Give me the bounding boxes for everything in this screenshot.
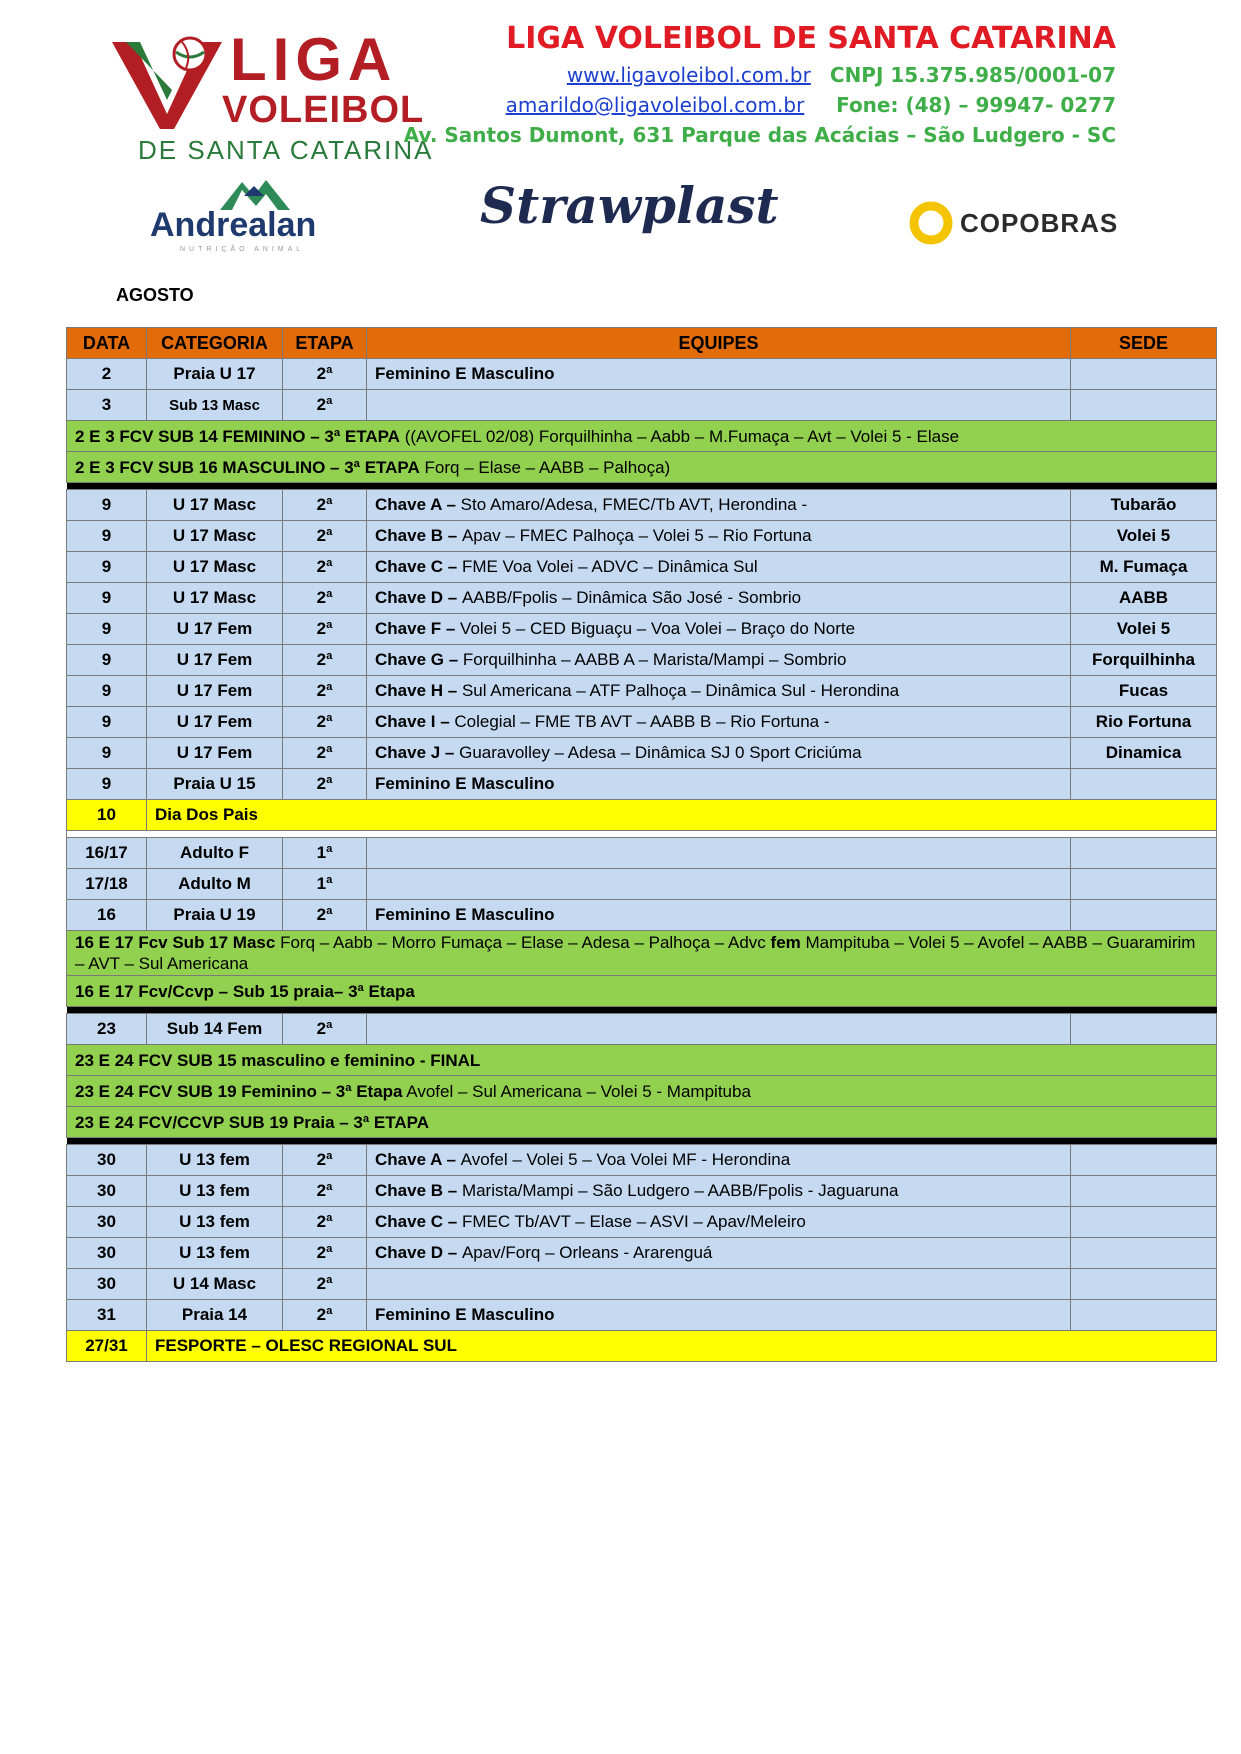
equipes-text: Apav – FMEC Palhoça – Volei 5 – Rio Fortuna <box>461 526 812 545</box>
cell-data: 30 <box>67 1145 147 1176</box>
table-header-row <box>67 328 1217 359</box>
chave-label: Chave C – <box>375 557 462 576</box>
table-row <box>67 1014 1217 1045</box>
organization-title: LIGA VOLEIBOL DE SANTA CATARINA <box>506 21 1116 56</box>
cell-data: 30 <box>67 1238 147 1269</box>
equipes-text: Colegial – FME TB AVT – AABB B – Rio Fortuna - <box>454 712 830 731</box>
cell-categoria: U 17 Masc <box>147 552 283 583</box>
cell-equipes <box>367 1207 1071 1238</box>
table-row <box>67 390 1217 421</box>
cell-data: 17/18 <box>67 869 147 900</box>
sponsor-andrealan-logo <box>150 176 350 256</box>
cell-data: 23 <box>67 1014 147 1045</box>
cell-equipes <box>367 645 1071 676</box>
event-title: 23 E 24 FCV SUB 15 masculino e feminino - FINAL <box>75 1050 481 1070</box>
equipes-text: Feminino E Masculino <box>375 364 555 383</box>
cell-sede: Volei 5 <box>1071 521 1217 552</box>
cell-etapa: 2ª <box>283 1145 367 1176</box>
cell-equipes <box>367 1300 1071 1331</box>
copobras-ring-icon <box>908 200 954 246</box>
chave-label: Chave C – <box>375 1212 462 1231</box>
cell-categoria: U 13 fem <box>147 1238 283 1269</box>
highlight-row <box>67 800 1217 831</box>
cell-equipes <box>367 490 1071 521</box>
cell-categoria: Praia U 19 <box>147 900 283 931</box>
event-band-row <box>67 1107 1217 1138</box>
event-teams: ((AVOFEL 02/08) Forquilhinha – Aabb – M.Fumaça – Avt – Volei 5 - Elase <box>399 426 960 446</box>
equipes-text: Feminino E Masculino <box>375 1305 555 1324</box>
cell-etapa: 2ª <box>283 738 367 769</box>
event-teams: Avofel – Sul Americana – Volei 5 - Mampituba <box>402 1081 751 1101</box>
cell-categoria: U 13 fem <box>147 1207 283 1238</box>
cell-sede <box>1071 838 1217 869</box>
cell-equipes <box>367 583 1071 614</box>
cell-sede <box>1071 1145 1217 1176</box>
equipes-text: Volei 5 – CED Biguaçu – Voa Volei – Braço do Norte <box>460 619 856 638</box>
cell-sede: Tubarão <box>1071 490 1217 521</box>
event-teams: Forq – Elase – AABB – Palhoça) <box>419 457 671 477</box>
event-band-cell <box>67 1107 1217 1138</box>
cell-sede: Forquilhinha <box>1071 645 1217 676</box>
cell-etapa: 2ª <box>283 1207 367 1238</box>
cell-equipes <box>367 707 1071 738</box>
cell-data: 10 <box>67 800 147 831</box>
chave-label: Chave D – <box>375 1243 462 1262</box>
cell-sede: Fucas <box>1071 676 1217 707</box>
highlight-text: FESPORTE – OLESC REGIONAL SUL <box>147 1331 1217 1362</box>
event-band-row <box>67 976 1217 1007</box>
equipes-text: Guaravolley – Adesa – Dinâmica SJ 0 Sport Criciúma <box>459 743 862 762</box>
table-row <box>67 1145 1217 1176</box>
chave-label: Chave G – <box>375 650 463 669</box>
cell-categoria: U 13 fem <box>147 1176 283 1207</box>
equipes-text: Apav/Forq – Orleans - Ararenguá <box>461 1243 713 1262</box>
cell-etapa: 2ª <box>283 552 367 583</box>
equipes-text: Feminino E Masculino <box>375 774 555 793</box>
cell-equipes <box>367 900 1071 931</box>
table-row <box>67 1269 1217 1300</box>
cell-data: 31 <box>67 1300 147 1331</box>
highlight-text: Dia Dos Pais <box>147 800 1217 831</box>
cell-etapa: 2ª <box>283 359 367 390</box>
logo-santa-catarina-word: DE SANTA CATARINA <box>138 135 434 165</box>
cell-categoria: U 17 Masc <box>147 583 283 614</box>
chave-label: Chave A – <box>375 495 461 514</box>
table-row <box>67 552 1217 583</box>
cell-data: 27/31 <box>67 1331 147 1362</box>
header-sede: SEDE <box>1071 328 1217 359</box>
table-row <box>67 645 1217 676</box>
cell-equipes <box>367 1145 1071 1176</box>
table-row <box>67 707 1217 738</box>
separator-cell <box>67 1138 1217 1145</box>
cell-sede <box>1071 1014 1217 1045</box>
cell-data: 9 <box>67 707 147 738</box>
andrealan-subtext: NUTRIÇÃO ANIMAL <box>180 246 305 253</box>
cell-sede: AABB <box>1071 583 1217 614</box>
cell-equipes <box>367 1176 1071 1207</box>
cell-etapa: 2ª <box>283 900 367 931</box>
table-row <box>67 1238 1217 1269</box>
table-row <box>67 838 1217 869</box>
cell-data: 9 <box>67 552 147 583</box>
highlight-row <box>67 1331 1217 1362</box>
cell-etapa: 2ª <box>283 1014 367 1045</box>
table-row <box>67 490 1217 521</box>
cell-sede: Rio Fortuna <box>1071 707 1217 738</box>
chave-label: Chave B – <box>375 1181 462 1200</box>
cell-sede <box>1071 1269 1217 1300</box>
event-title: 16 E 17 Fcv/Ccvp – Sub 15 praia– 3ª Etapa <box>75 981 415 1001</box>
table-row <box>67 1176 1217 1207</box>
cell-data: 9 <box>67 521 147 552</box>
event-band-cell <box>67 931 1217 976</box>
event-band-row <box>67 1045 1217 1076</box>
week-separator <box>67 1138 1217 1145</box>
table-row <box>67 1300 1217 1331</box>
cell-data: 9 <box>67 769 147 800</box>
cell-equipes <box>367 1014 1071 1045</box>
table-row <box>67 614 1217 645</box>
table-row <box>67 1207 1217 1238</box>
cell-sede <box>1071 869 1217 900</box>
sponsor-strawplast-logo: Strawplast <box>480 176 779 235</box>
cell-sede: Volei 5 <box>1071 614 1217 645</box>
cell-categoria: Praia 14 <box>147 1300 283 1331</box>
equipes-text: Marista/Mampi – São Ludgero – AABB/Fpolis - Jaguaruna <box>461 1181 899 1200</box>
schedule-table <box>66 327 1217 1362</box>
cell-etapa: 2ª <box>283 614 367 645</box>
equipes-text: Sul Americana – ATF Palhoça – Dinâmica Sul - Herondina <box>461 681 900 700</box>
volleyball-v-logo-icon <box>112 34 222 129</box>
sponsor-copobras-logo <box>908 200 1119 248</box>
cell-sede: Dinamica <box>1071 738 1217 769</box>
event-band-row <box>67 452 1217 483</box>
chave-label: Chave F – <box>375 619 461 638</box>
cell-equipes <box>367 390 1071 421</box>
month-title: AGOSTO <box>116 285 194 305</box>
cell-etapa: 2ª <box>283 1269 367 1300</box>
cell-data: 2 <box>67 359 147 390</box>
cell-equipes <box>367 676 1071 707</box>
cell-data: 9 <box>67 490 147 521</box>
cell-equipes <box>367 521 1071 552</box>
week-separator <box>67 483 1217 490</box>
table-row <box>67 583 1217 614</box>
chave-label: Chave H – <box>375 681 462 700</box>
cell-categoria: Sub 14 Fem <box>147 1014 283 1045</box>
cell-equipes <box>367 359 1071 390</box>
cell-categoria: U 14 Masc <box>147 1269 283 1300</box>
andrealan-text: Andrealan <box>150 206 317 244</box>
event-band-cell <box>67 421 1217 452</box>
header-categoria: CATEGORIA <box>147 328 283 359</box>
event-title: 23 E 24 FCV SUB 19 Feminino – 3ª Etapa <box>75 1081 403 1101</box>
copobras-text: COPOBRAS <box>960 208 1119 238</box>
separator-cell <box>67 831 1217 838</box>
cell-data: 9 <box>67 614 147 645</box>
organization-info <box>404 18 1116 150</box>
cell-categoria: Sub 13 Masc <box>147 390 283 421</box>
equipes-text: AABB/Fpolis – Dinâmica São José - Sombrio <box>461 588 802 607</box>
cell-categoria: U 17 Masc <box>147 521 283 552</box>
cell-etapa: 2ª <box>283 1176 367 1207</box>
cell-equipes <box>367 738 1071 769</box>
header-equipes: EQUIPES <box>367 328 1071 359</box>
cell-categoria: Praia U 15 <box>147 769 283 800</box>
cell-etapa: 2ª <box>283 521 367 552</box>
chave-label: Chave J – <box>375 743 460 762</box>
blank-row <box>67 831 1217 838</box>
phone-text: Fone: (48) – 99947- 0277 <box>836 93 1116 117</box>
cell-data: 9 <box>67 738 147 769</box>
cell-etapa: 2ª <box>283 645 367 676</box>
equipes-text: FMEC Tb/AVT – Elase – ASVI – Apav/Meleiro <box>461 1212 806 1231</box>
website-link[interactable]: www.ligavoleibol.com.br <box>566 63 811 87</box>
contact-line-2 <box>404 90 1116 120</box>
cell-sede <box>1071 769 1217 800</box>
event-band-cell <box>67 452 1217 483</box>
cell-categoria: U 17 Fem <box>147 738 283 769</box>
separator-cell <box>67 483 1217 490</box>
cell-equipes <box>367 1238 1071 1269</box>
event-title: 2 E 3 FCV SUB 14 FEMININO – 3ª ETAPA <box>75 426 400 446</box>
equipes-text: Feminino E Masculino <box>375 905 555 924</box>
event-band-row <box>67 1076 1217 1107</box>
equipes-text: FME Voa Volei – ADVC – Dinâmica Sul <box>461 557 758 576</box>
event-teams-2: Mampituba – Volei 5 – Avofel – AABB – Guaramirim – AVT – Sul Americana <box>75 933 1196 973</box>
cell-categoria: U 17 Masc <box>147 490 283 521</box>
equipes-text: Avofel – Volei 5 – Voa Volei MF - Herondina <box>460 1150 791 1169</box>
chave-label: Chave A – <box>375 1150 461 1169</box>
cell-data: 3 <box>67 390 147 421</box>
cell-data: 9 <box>67 645 147 676</box>
cell-data: 16 <box>67 900 147 931</box>
week-separator <box>67 1007 1217 1014</box>
table-row <box>67 521 1217 552</box>
cell-categoria: Praia U 17 <box>147 359 283 390</box>
chave-label: Chave B – <box>375 526 462 545</box>
cell-sede: M. Fumaça <box>1071 552 1217 583</box>
cell-etapa: 2ª <box>283 769 367 800</box>
liga-logo <box>112 26 434 165</box>
cell-categoria: U 17 Fem <box>147 676 283 707</box>
cell-categoria: Adulto F <box>147 838 283 869</box>
cell-etapa: 2ª <box>283 490 367 521</box>
cell-categoria: Adulto M <box>147 869 283 900</box>
table-row <box>67 738 1217 769</box>
cell-etapa: 1ª <box>283 869 367 900</box>
cell-data: 30 <box>67 1176 147 1207</box>
table-row <box>67 359 1217 390</box>
cell-etapa: 2ª <box>283 1300 367 1331</box>
event-band-cell <box>67 1076 1217 1107</box>
cell-etapa: 2ª <box>283 583 367 614</box>
event-band-cell <box>67 1045 1217 1076</box>
event-title: 23 E 24 FCV/CCVP SUB 19 Praia – 3ª ETAPA <box>75 1112 429 1132</box>
event-subtitle: fem <box>770 933 801 952</box>
chave-label: Chave I – <box>375 712 455 731</box>
table-row <box>67 900 1217 931</box>
event-band-cell <box>67 976 1217 1007</box>
cell-categoria: U 17 Fem <box>147 707 283 738</box>
address-text: Av. Santos Dumont, 631 Parque das Acácias – São Ludgero - SC <box>403 123 1116 147</box>
event-title: 16 E 17 Fcv Sub 17 Masc <box>75 933 276 952</box>
cell-sede <box>1071 390 1217 421</box>
event-band-row <box>67 421 1217 452</box>
cnpj-text: CNPJ 15.375.985/0001-07 <box>829 63 1116 87</box>
cell-sede <box>1071 900 1217 931</box>
cell-sede <box>1071 1300 1217 1331</box>
andrealan-mountain-icon <box>220 176 290 210</box>
cell-data: 9 <box>67 676 147 707</box>
cell-data: 30 <box>67 1269 147 1300</box>
cell-equipes <box>367 552 1071 583</box>
cell-etapa: 2ª <box>283 390 367 421</box>
table-row <box>67 769 1217 800</box>
cell-etapa: 1ª <box>283 838 367 869</box>
cell-etapa: 2ª <box>283 1238 367 1269</box>
email-link[interactable]: amarildo@ligavoleibol.com.br <box>505 93 805 117</box>
table-row <box>67 676 1217 707</box>
equipes-text: Forquilhinha – AABB A – Marista/Mampi – Sombrio <box>462 650 847 669</box>
cell-equipes <box>367 614 1071 645</box>
logo-voleibol-word: VOLEIBOL <box>222 89 425 131</box>
cell-sede <box>1071 1238 1217 1269</box>
contact-line-1 <box>404 60 1116 90</box>
schedule-body <box>67 359 1217 1362</box>
logo-liga-word: LIGA <box>230 26 398 93</box>
cell-equipes <box>367 869 1071 900</box>
cell-categoria: U 17 Fem <box>147 614 283 645</box>
event-title: 2 E 3 FCV SUB 16 MASCULINO – 3ª ETAPA <box>75 457 420 477</box>
cell-data: 30 <box>67 1207 147 1238</box>
equipes-text: Sto Amaro/Adesa, FMEC/Tb AVT, Herondina - <box>460 495 808 514</box>
cell-data: 9 <box>67 583 147 614</box>
cell-sede <box>1071 1176 1217 1207</box>
cell-categoria: U 13 fem <box>147 1145 283 1176</box>
table-row <box>67 869 1217 900</box>
cell-equipes <box>367 838 1071 869</box>
cell-sede <box>1071 1207 1217 1238</box>
cell-data: 16/17 <box>67 838 147 869</box>
cell-categoria: U 17 Fem <box>147 645 283 676</box>
header-data: DATA <box>67 328 147 359</box>
event-teams: Forq – Aabb – Morro Fumaça – Elase – Adesa – Palhoça – Advc <box>275 933 771 952</box>
cell-sede <box>1071 359 1217 390</box>
chave-label: Chave D – <box>375 588 462 607</box>
event-band-row <box>67 931 1217 976</box>
cell-etapa: 2ª <box>283 676 367 707</box>
separator-cell <box>67 1007 1217 1014</box>
cell-equipes <box>367 769 1071 800</box>
cell-equipes <box>367 1269 1071 1300</box>
header-etapa: ETAPA <box>283 328 367 359</box>
cell-etapa: 2ª <box>283 707 367 738</box>
